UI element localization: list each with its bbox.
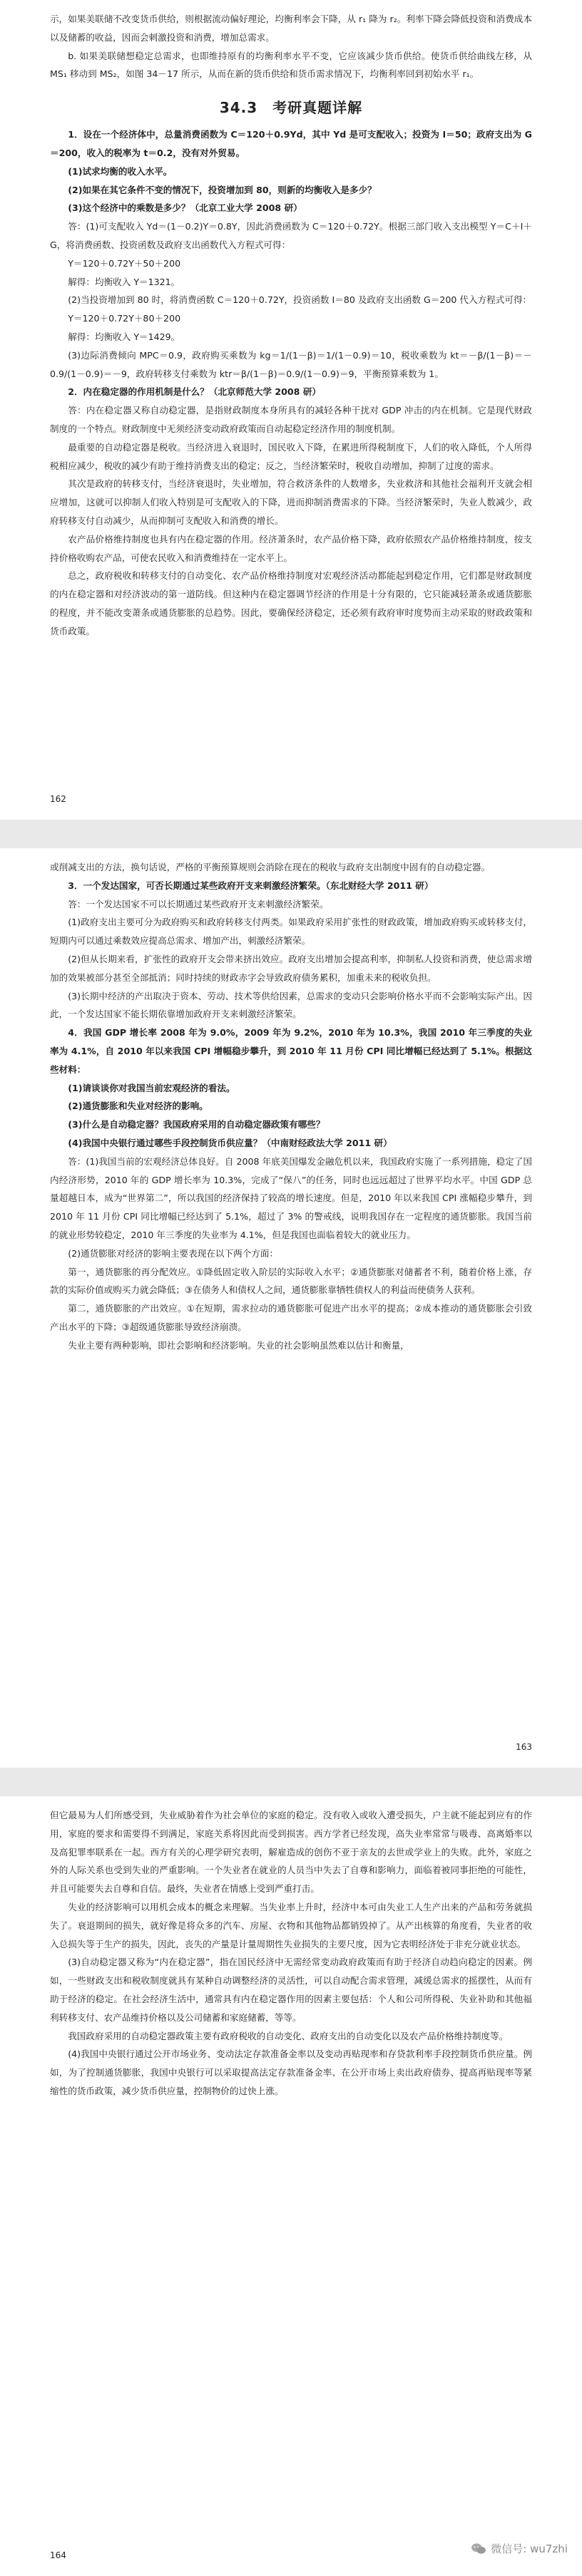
- wechat-watermark: [471, 2541, 568, 2556]
- answer-3-para-3: (2)但从长期来看，扩张性的政府开支会带来挤出效应。政府支出增加会提高利率，抑制私人投资和消费，使总需求增加的效果被部分甚至全部抵消；同时持续的财政赤字会导致政府债务累积，加重未来的税收负担。: [50, 953, 532, 983]
- answer-4-para-1: 答：(1)我国当前的宏观经济总体良好。自 2008 年底美国爆发金融危机以来，我国政府实施了一系列措施，稳定了国内经济形势，2010 年的 GDP 增长率为 10.3%，完成了“保八”的任务，同时也远远超过了世界平均水平。中国 GDP 总量超越日本，成为“世界第二”，所以我国的经济保持了较高的增长速度。但是，2010 年以来我国 CPI 涨幅稳步攀升，到 2010 年 11 月份 CPI 同比增幅已经达到了 5.1%，超过了 3% 的警戒线，说明我国存在一定程度的通货膨胀。我国当前的就业形势较稳定，2010 年三季度的失业率为 4.1%，但是我国也面临着较大的就业压力。: [50, 1155, 532, 1240]
- answer-4-para-4: 第二，通货膨胀的产出效应。①在短期，需求拉动的通货膨胀可促进产出水平的提高；②成本推动的通货膨胀会引致产出水平的下降；③超级通货膨胀导致经济崩溃。: [50, 1303, 532, 1332]
- question-4: 4．我国 GDP 增长率 2008 年为 9.0%，2009 年为 9.2%，2010 年为 10.3%，我国 2010 年三季度的失业率为 4.1%，自 2010 年以来我国 CPI 增幅稳步攀升，到 2010 年 11 月份 CPI 同比增幅已经达到了 5.1%。根据这些材料：: [50, 1027, 532, 1075]
- intro-para-1: 示，如果美联储不改变货币供给，则根据流动偏好理论，均衡利率会下降，从 r₁ 降为 r₂。利率下降会降低投资和消费成本以及储蓄的收益，因而会刺激投资和消费，增加总需求。: [50, 14, 532, 43]
- answer-1-part-2: (2)当投资增加到 80 时，将消费函数 C＝120＋0.72Y，投资函数 I＝80 及政府支出函数 G＝200 代入方程式可得：: [68, 294, 532, 306]
- question-4-sub-3: (3)什么是自动稳定器？我国政府采用的自动稳定器政策有哪些？: [68, 1119, 325, 1130]
- answer-4-para-5: 失业主要有两种影响，即社会影响和经济影响。失业的社会影响虽然难以估计和衡量，: [68, 1339, 409, 1351]
- answer-2-para-4: 农产品价格维持制度也具有内在稳定器的作用。经济萧条时，农产品价格下降，政府依照农产品价格维持制度，按支持价格收购农产品，可使农民收入和消费维持在一定水平上。: [50, 533, 532, 563]
- answer-2-para-3: 其次是政府的转移支付，当经济衰退时，失业增加，符合救济条件的人数增多，失业救济和其他社会福利开支就会相应增加，这就可以抑制人们收入特别是可支配收入的下降，进而抑制消费需求的下降。当经济繁荣时，失业人数减少，政府转移支付自动减少，从而抑制可支配收入和消费的增长。: [50, 478, 532, 526]
- intro-para-2: b. 如果美联储想稳定总需求，也即维持原有的均衡利率水平不变，它应该减少货币供给。使货币供给曲线左移，从 MS₁ 移动到 MS₂，如图 34－17 所示，从而在新的货币供给和货币需求情况下，均衡利率回到初始水平 r₁。: [50, 50, 532, 80]
- answer-2-para-2: 最重要的自动稳定器是税收。当经济进入衰退时，国民收入下降，在累进所得税制度下，人们的收入降低，个人所得税相应减少，税收的减少有助于维持消费支出的稳定；反之，当经济繁荣时，税收自动增加，抑制了过度的需求。: [50, 441, 532, 471]
- answer-4-para-2: (2)通货膨胀对经济的影响主要表现在以下两个方面：: [68, 1247, 279, 1259]
- answer-3-para-1: 答：一个发达国家不可以长期通过某些政府开支来刺激经济繁荣。: [68, 898, 329, 910]
- answer-4-para-3: 第一，通货膨胀的再分配效应。①降低固定收入阶层的实际收入水平；②通货膨胀对储蓄者不利，随着价格上涨，存款的实际价值或购买力就会降低；③在债务人和债权人之间，通货膨胀靠牺牲债权人的利益而使债务人获利。: [50, 1266, 532, 1296]
- watermark-label: 微信号: wu7zhi: [491, 2542, 568, 2555]
- question-4-sub-1: (1)请谈谈你对我国当前宏观经济的看法。: [68, 1082, 235, 1093]
- para-4: 我国政府采用的自动稳定器政策主要有政府税收的自动变化、政府支出的自动变化以及农产品价格维持制度等。: [68, 2030, 509, 2041]
- page-164: [0, 1796, 582, 2576]
- question-4-sub-4: (4)我国中央银行通过哪些手段控制货币供应量？（中南财经政法大学 2011 研）: [68, 1137, 392, 1148]
- para-3: (3)自动稳定器又称为“内在稳定器”，指在国民经济中无需经常变动政府政策而有助于经济自动趋向稳定的因素。例如，一些财政支出和税收制度就具有某种自动调整经济的灵活性，可以自动配合需求管理，减缓总需求的摇摆性，从而有助于经济的稳定。在社会经济生活中，通常具有内在稳定器作用的因素主要包括：个人和公司所得税、失业补助和其他福利转移支付、农产品维持价格以及公司储蓄和家庭储蓄，等等。: [50, 1957, 532, 2023]
- question-1-sub-2: (2)如果在其它条件不变的情况下，投资增加到 80，则新的均衡收入是多少？: [68, 184, 377, 195]
- question-1: 1．设在一个经济体中，总量消费函数为 C＝120＋0.9Yd，其中 Yd 是可支配收入；投资为 I＝50；政府支出为 G＝200，收入的税率为 t＝0.2，没有对外贸易。: [50, 129, 532, 158]
- answer-1-part-3: (3)边际消费倾向 MPC＝0.9，政府购买乘数为 kg＝1/(1－β)＝1/(1－0.9)＝10，税收乘数为 kt＝－β/(1－β)＝－0.9/(1－0.9)＝－9，政府转移支付乘数为 ktr＝β/(1－β)＝0.9/(1－0.9)＝9，平衡预算乘数为 1。: [50, 349, 532, 379]
- page-163: [0, 848, 582, 1768]
- page-162: [0, 0, 582, 820]
- answer-1-part-1: 答：(1)可支配收入 Yd＝(1－0.2)Y＝0.8Y，因此消费函数为 C＝120＋0.72Y。根据三部门收入支出模型 Y＝C＋I＋G，将消费函数、投资函数及政府支出函数代入方程式可得：: [50, 221, 532, 250]
- answer-1-formula-1: Y＝120＋0.72Y＋50＋200: [68, 257, 181, 269]
- answer-2-para-1: 答：内在稳定器又称自动稳定器，是指财政制度本身所具有的减轻各种干扰对 GDP 冲击的内在机制。它是现代财政制度的一个特点。财政制度中无须经济变动政府政策而自动起稳定经济作用的制度机制。: [50, 405, 532, 434]
- answer-3-para-2: (1)政府支出主要可分为政府购买和政府转移支付两类。如果政府采用扩张性的财政政策，增加政府购买或转移支付，短期内可以通过乘数效应提高总需求、增加产出，刺激经济繁荣。: [50, 917, 532, 947]
- answer-1-result-1: 解得：均衡收入 Y＝1321。: [68, 276, 180, 287]
- wechat-icon: [471, 2542, 486, 2555]
- page-number: 163: [516, 1742, 532, 1752]
- answer-3-para-4: (3)长期中经济的产出取决于资本、劳动、技术等供给因素，总需求的变动只会影响价格水平而不会影响实际产出。因此，一个发达国家不能长期依靠增加政府开支来刺激经济繁荣。: [50, 990, 532, 1020]
- answer-1-result-2: 解得：均衡收入 Y＝1429。: [68, 331, 180, 342]
- answer-1-formula-2: Y＝120＋0.72Y＋80＋200: [68, 313, 181, 324]
- para-1: 但它最易为人们所感受到，失业威胁着作为社会单位的家庭的稳定。没有收入或收入遭受损失，户主就不能起到应有的作用，家庭的要求和需要得不到满足，家庭关系将因此而受到损害。西方学者已经发现，高失业率常常与吸毒、高离婚率以及高犯罪率联系在一起。西方有关的心理学研究表明，解雇造成的创伤不亚于亲友的去世或学业上的失败。此外，家庭之外的人际关系也受到失业的严重影响。一个失业者在就业的人员当中失去了自尊和影响力，面临着被同事拒绝的可能性，并且可能要失去自尊和自信。最终，失业者在情感上受到严重打击。: [50, 1810, 532, 1895]
- question-1-sub-3: (3)这个经济中的乘数是多少？（北京工业大学 2008 研）: [68, 202, 302, 214]
- page-number: 162: [50, 794, 66, 804]
- page-number: 164: [50, 2550, 66, 2560]
- para-5: (4)我国中央银行通过公开市场业务、变动法定存款准备金率以及变动再贴现率和存贷款利率手段控制货币供应量。例如，为了控制通货膨胀，我国中央银行可以采取提高法定存款准备金率、在公开市场上卖出政府债券、提高再贴现率等紧缩性的货币政策，减少货币供应量，控制物价的过快上涨。: [50, 2049, 532, 2096]
- question-1-sub-1: (1)试求均衡的收入水平。: [68, 165, 173, 177]
- question-3: 3．一个发达国家，可否长期通过某些政府开支来刺激经济繁荣。（东北财经大学 2011 研）: [68, 880, 434, 891]
- question-4-sub-2: (2)通货膨胀和失业对经济的影响。: [68, 1101, 208, 1112]
- answer-2-para-5: 总之，政府税收和转移支付的自动变化、农产品价格维持制度对宏观经济活动都能起到稳定作用，它们都是财政制度的内在稳定器和对经济波动的第一道防线。但这种内在稳定器调节经济的作用是十分有限的，它只能减轻萧条或通货膨胀的程度，并不能改变萧条或通货膨胀的总趋势。因此，要确保经济稳定，还必须有政府审时度势而主动采取的财政政策和货币政策。: [50, 570, 532, 637]
- section-title: 34.3 考研真题详解: [219, 99, 363, 117]
- intro-para: 或削减支出的方法，换句话说，严格的平衡预算规则会消除在现在的税收与政府支出制度中固有的自动稳定器。: [50, 862, 491, 872]
- para-2: 失业的经济影响可以用机会成本的概念来理解。当失业率上升时，经济中本可由失业工人生产出来的产品和劳务就损失了。衰退期间的损失，就好像是将众多的汽车、房屋、衣物和其他物品都销毁掉了。从产出核算的角度看，失业者的收入总损失等于生产的损失，因此，丧失的产量是计量周期性失业损失的主要尺度，因为它表明经济处于非充分就业状态。: [50, 1901, 532, 1949]
- question-2: 2．内在稳定器的作用机制是什么？（北京师范大学 2008 研）: [68, 386, 322, 398]
